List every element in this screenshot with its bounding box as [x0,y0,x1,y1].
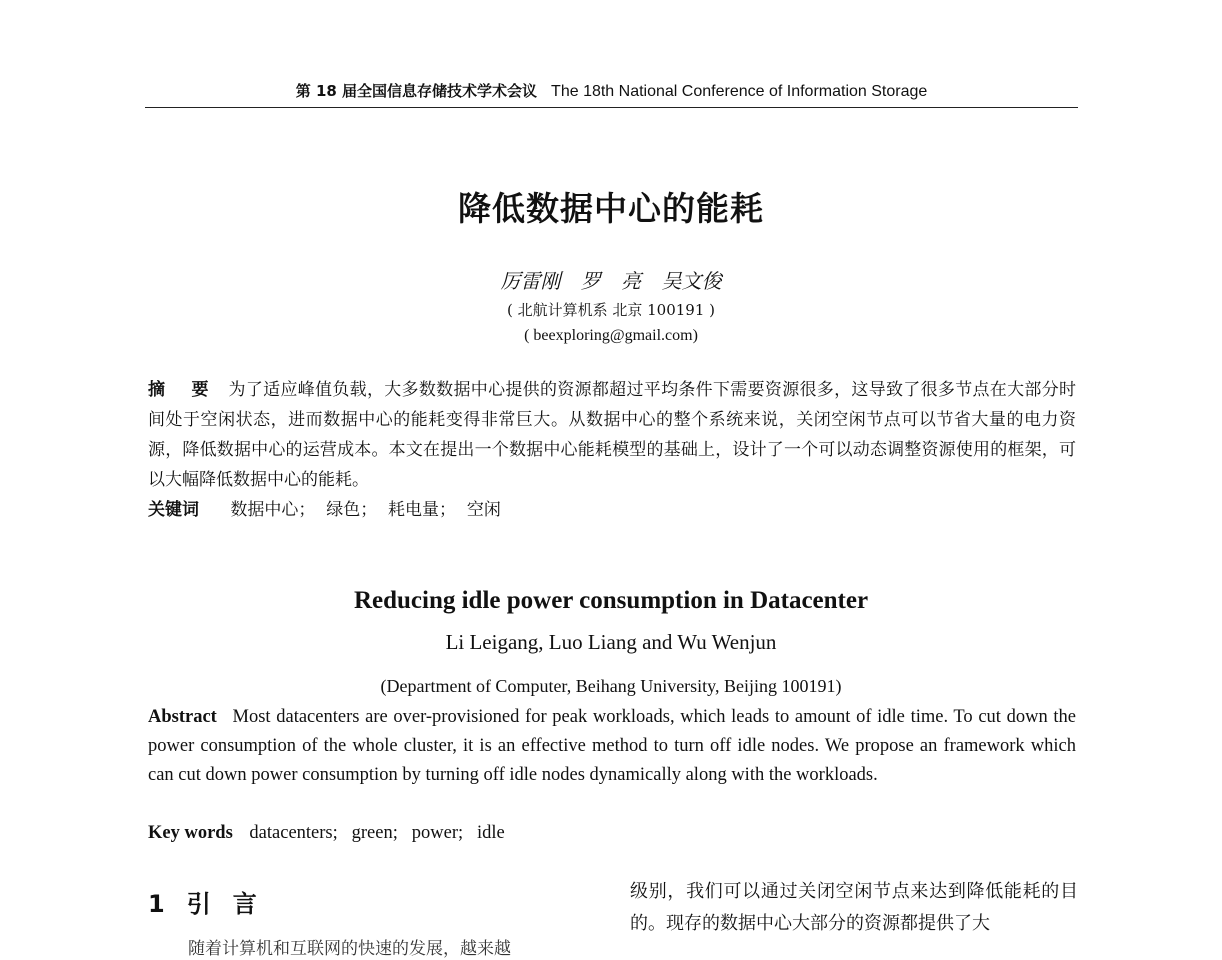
chinese-authors: 厉雷刚 罗 亮 吴文俊 [500,269,722,293]
english-title: Reducing idle power consumption in Datacenter [353,587,869,614]
author-email: ( beexploring@gmail.com) [524,327,698,344]
header-rule [145,107,1078,108]
chinese-abstract-text: 为了适应峰值负载，大多数数据中心提供的资源都超过平均条件下需要资源很多，这导致了很多节点在大部分时间处于空闲状态，进而数据中心的能耗变得非常巨大。从数据中心的整个系统来说，关闭空闲节点可以节省大量的电力资源，降低数据中心的运营成本。本文在提出一个数据中心能耗模型的基础上，设计了一个可以动态调整资源使用的框架，可以大幅降低数据中心的能耗。 [148,380,1077,490]
running-header-english: The 18th National Conference of Information Storage [551,83,928,100]
english-abstract-label: Abstract [148,707,217,727]
english-keywords-label: Key words [148,823,233,843]
english-affiliation: (Department of Computer, Beihang University, Beijing 100191) [380,676,842,696]
chinese-keywords [148,495,1076,525]
chinese-abstract-label: 摘 要 [148,380,219,400]
chinese-keyword: ； 绿色 [298,500,360,520]
running-header [145,80,1078,101]
running-header-chinese: 第 18 届全国信息存储技术学术会议 [295,82,538,100]
english-keywords-list [249,823,504,843]
chinese-keywords-label: 关键词 [148,500,199,520]
english-abstract-text: Most datacenters are over-provisioned for peak workloads, which leads to amount of idle time. To cut down the power consumption of the whole cluster, it is an effective method to turn off idle nodes. We propose an framework which can cut down power consumption by turning off idle nodes dynamically along with the workloads. [148,707,1077,785]
section-title: 引言 [186,890,279,918]
chinese-keyword: 数据中心 [230,500,299,520]
chinese-keyword: ； 耗电量 [360,500,439,520]
english-keyword: ; idle [458,823,505,843]
chinese-keyword: ； 空闲 [439,500,501,520]
body-text-cutoff: 随着计算机和互联网的快速的发展，越来越 [188,939,511,959]
english-keyword: datacenters [249,823,333,843]
chinese-affiliation: ( 北航计算机系 北京 100191 ) [506,301,716,319]
section-number: 1 [148,890,165,918]
english-keyword: ; power [393,823,458,843]
chinese-keywords-list [230,500,500,520]
chinese-title: 降低数据中心的能耗 [458,189,764,228]
section-heading [148,884,279,919]
english-keyword: ; green [333,823,393,843]
right-column-text: 级别，我们可以通过关闭空闲节点来达到降低能耗的目的。现存的数据中心大部分的资源都提供了大 [630,881,1078,934]
chinese-abstract [148,375,1076,495]
english-keywords [148,819,1076,848]
english-authors: Li Leigang, Luo Liang and Wu Wenjun [445,630,777,654]
english-abstract [148,703,1076,790]
